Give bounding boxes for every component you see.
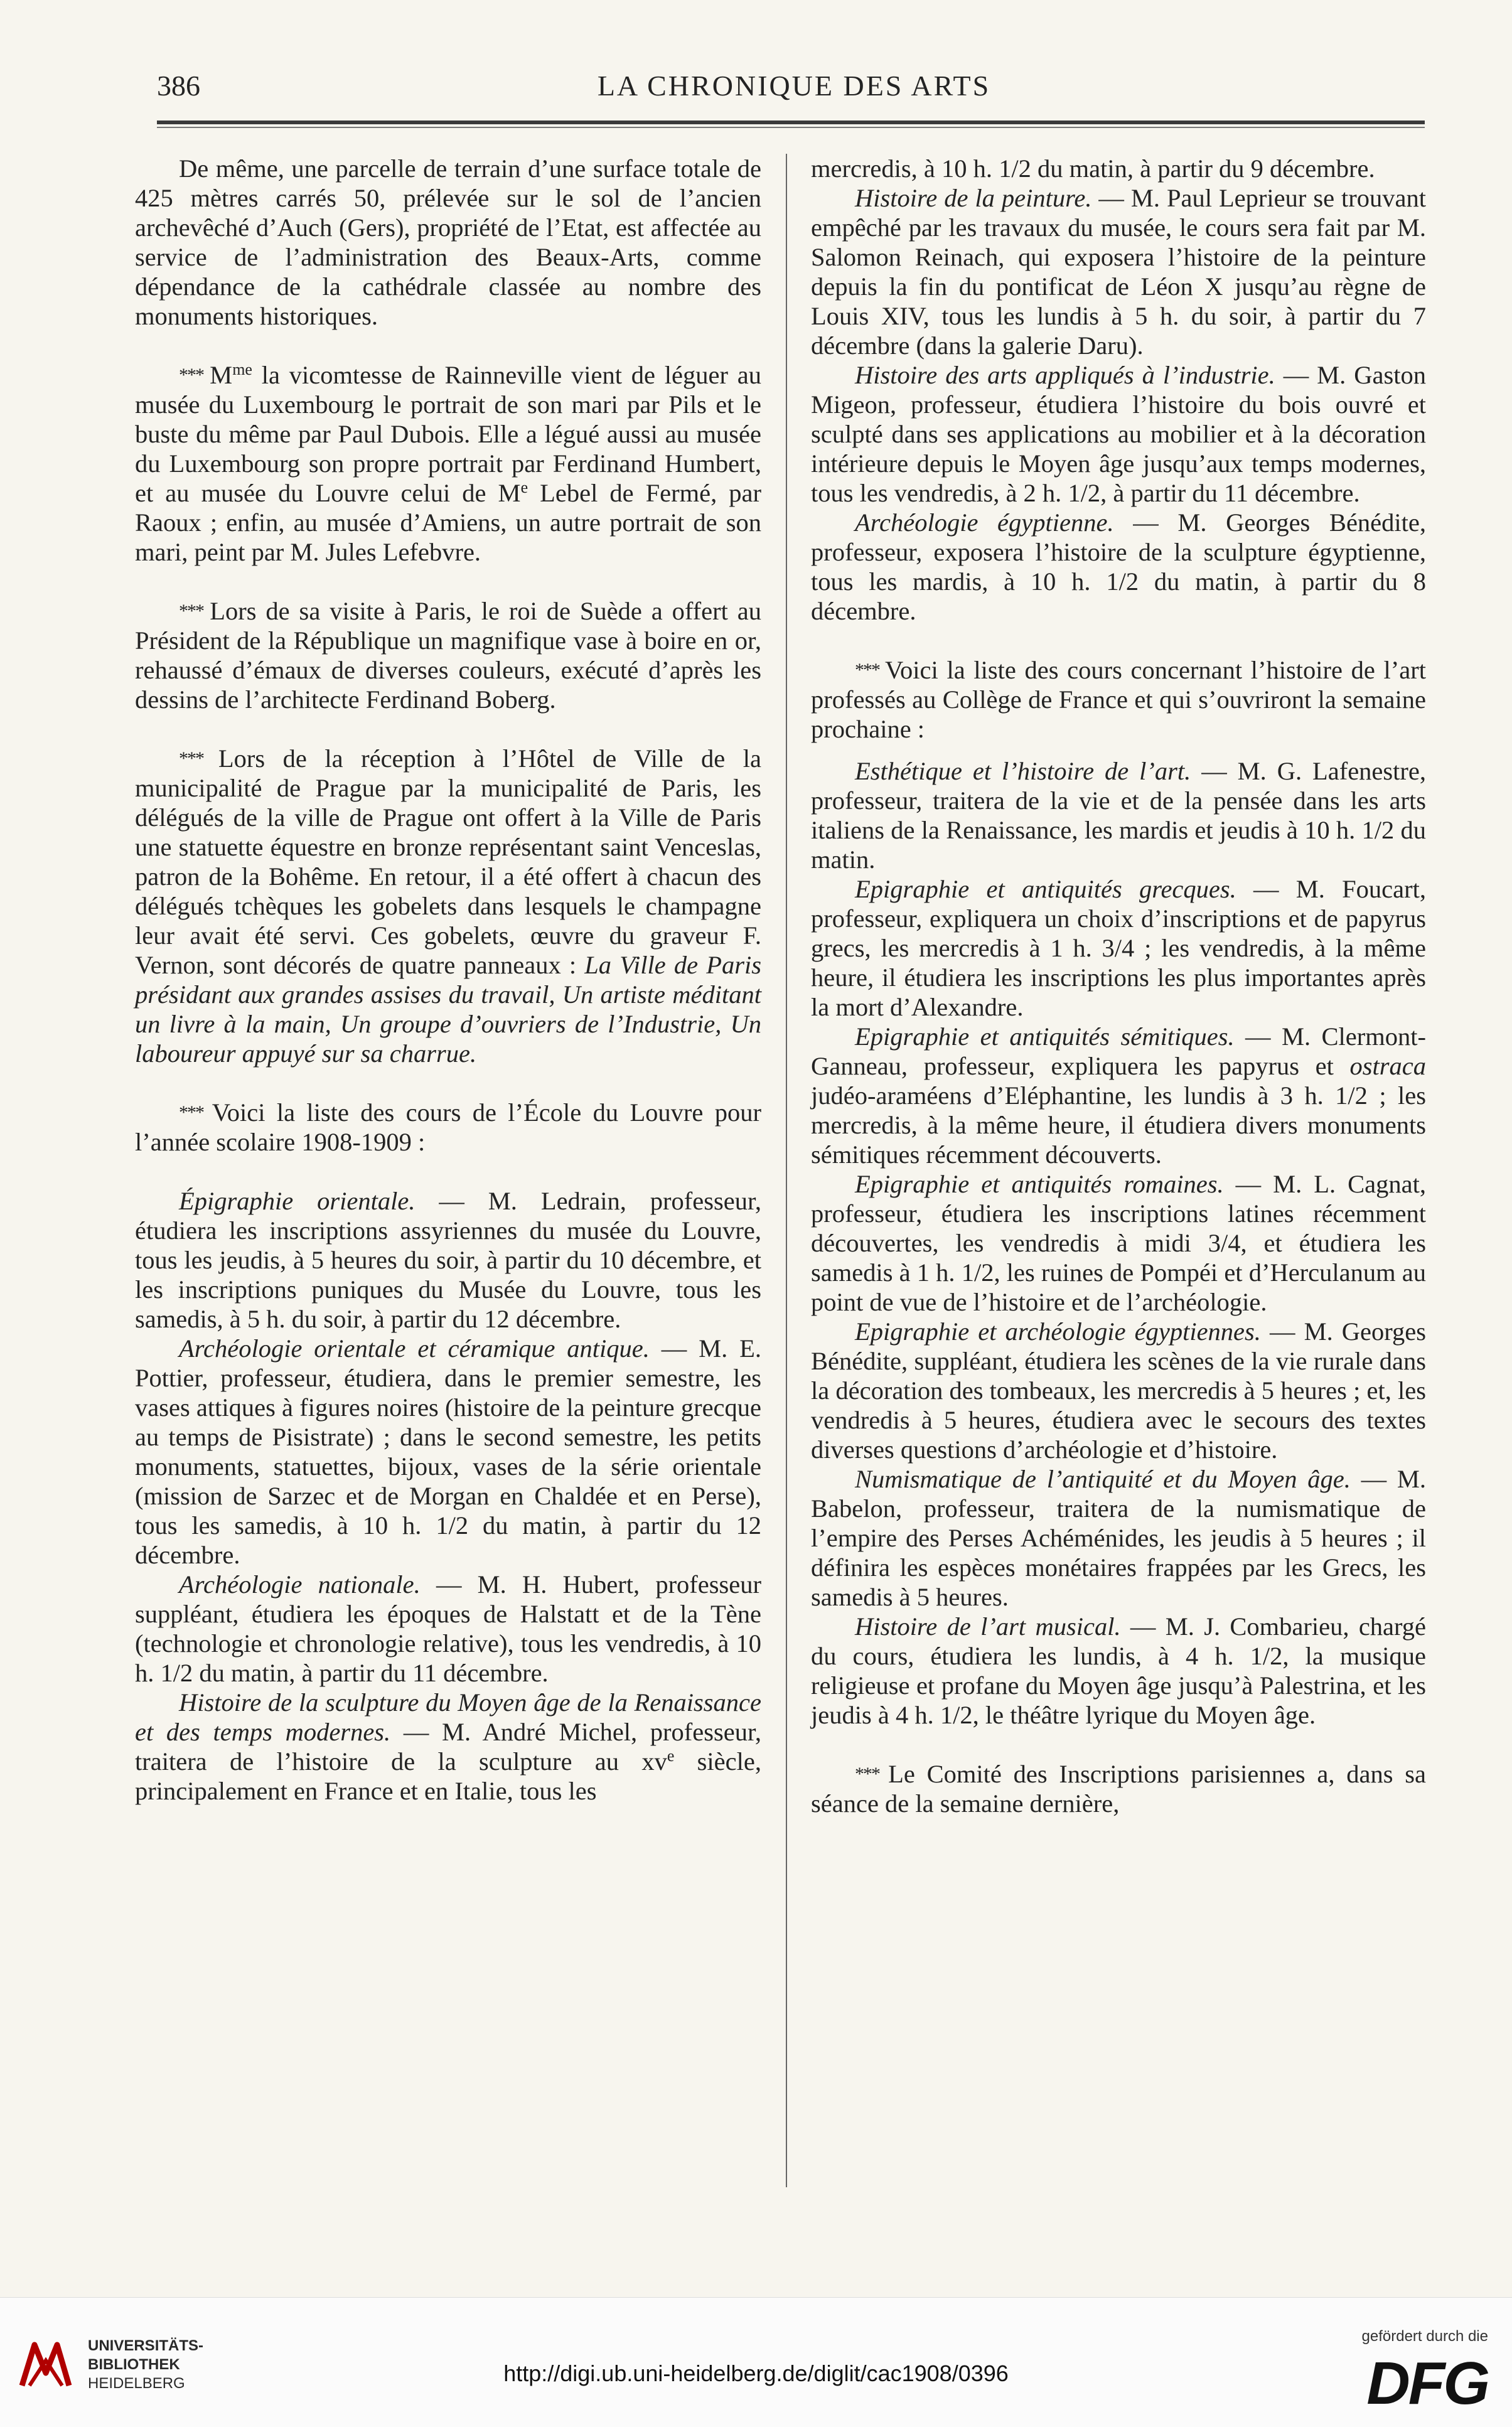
course-esthetique: Esthétique et l’histoire de l’art. — M. G. Lafenestre, professeur, traitera de la vie et de la pensée dans les arts italiens de la Renaissance, les mardis et jeudis à 10 h. 1/2 du matin. (811, 757, 1427, 874)
course-archeologie-nationale: Archéologie nationale. — M. H. Hubert, professeur suppléant, étudiera les époques de Halstatt et de la Tène (technologie et chronologie relative), tous les vendredis, à 10 h. 1/2 du matin, à partir du 11 décembre. (135, 1570, 761, 1687)
course-epigraphie-orientale: Épigraphie orientale. — M. Ledrain, professeur, étudiera les inscriptions assyriennes du musée du Louvre, tous les jeudis, à 5 heures du soir, à partir du 10 décembre, et les inscriptions puniques du Musée du Louvre, tous les samedis, à 5 h. du soir, à partir du 12 décembre. (135, 1187, 761, 1333)
asterism-icon: *** (179, 601, 210, 621)
funding-note: gefördert durch die (1361, 2328, 1488, 2345)
left-column (135, 154, 761, 1806)
course-histoire-sculpture: Histoire de la sculpture du Moyen âge de la Renaissance et des temps modernes. — M. André Michel, professeur, traitera de l’histoire de la sculpture au $xv^e$ siècle, principalement en France et en Italie, tous les (135, 1688, 761, 1805)
course-epigraphie-grecque: Epigraphie et antiquités grecques. — M. Foucart, professeur, expliquera un choix d’inscriptions et de papyrus grecs, les mercredis à 1 h. 3/4 ; les vendredis, à la même heure, il étudiera les inscriptions les plus importantes après la mort d’Alexandre. (811, 875, 1427, 1021)
page-header (157, 69, 1431, 107)
header-rule-thin (157, 127, 1425, 128)
page-number: 386 (157, 70, 200, 102)
paragraph-comite-inscriptions: *** Le Comité des Inscriptions parisiennes a, dans sa séance de la semaine dernière, (811, 1760, 1426, 1818)
course-numismatique: Numismatique de l’antiquité et du Moyen âge. — M. Babelon, professeur, traitera de la numismatique de l’empire des Perses Achéménides, les jeudis à 5 heures ; il définira les espèces monétaires frappées par les Grecs, les samedis à 5 heures. (811, 1465, 1426, 1611)
course-archeologie-orientale: Archéologie orientale et céramique antique. — M. E. Pottier, professeur, étudiera, dans le premier semestre, les vases attiques à figures noires (histoire de la peinture grecque au temps de Pisistrate) ; dans le second semestre, les petits monuments, statuettes, bijoux, vases de la série orientale (mission de Sarzec et de Morgan en Chaldée et en Perse), tous les samedis, à 10 h. 1/2 du matin, à partir du 12 décembre. (135, 1334, 762, 1569)
course-epigraphie-semitique: Epigraphie et antiquités sémitiques. — M. Clermont-Ganneau, professeur, expliquera les papyrus et ostraca judéo-araméens d’Eléphantine, les lundis à 3 h. 1/2 ; les mercredis, à la même heure, il étudiera divers monuments sémitiques récemment découverts. (811, 1022, 1427, 1169)
permalink-url[interactable]: http://digi.ub.uni-heidelberg.de/diglit/cac1908/0396 (503, 2360, 1009, 2386)
paragraph-prague: *** Lors de la réception à l’Hôtel de Ville de la municipalité de Prague par la municipalité de Paris, les délégués de la ville de Prague ont offert à la Ville de Paris une statuette équestre en bronze représentant saint Venceslas, patron de la Bohême. En retour, il a été offert à chacun des délégués tchèques les gobelets dans lesquels le champagne leur avait été servi. Ces gobelets, œuvre du graveur F. Vernon, sont décorés de quatre panneaux : La Ville de Paris présidant aux grandes assises du travail, Un artiste méditant un livre à la main, Un groupe d’ouvriers de l’Industrie, Un laboureur appuyé sur sa charrue. (135, 744, 761, 1068)
running-title: LA CHRONIQUE DES ARTS (597, 70, 991, 102)
asterism-icon: *** (179, 1102, 212, 1123)
paragraph-rainneville: *** $M^{me}$ la vicomtesse de Rainneville vient de léguer au musée du Luxembourg le portrait de son mari par Pils et le buste du même par Paul Dubois. Elle a légué aussi au musée du Luxembourg son propre portrait par Ferdinand Humbert, et au musée du Louvre celui de Me Lebel de Fermé, par Raoux ; enfin, au musée d’Amiens, un autre portrait de son mari, peint par M. Jules Lefebvre. (135, 360, 762, 566)
paragraph-continuation: mercredis, à 10 h. 1/2 du matin, à partir du 9 décembre. (811, 154, 1375, 183)
right-column (811, 154, 1426, 1818)
asterism-icon: *** (855, 1764, 889, 1784)
course-arts-appliques: Histoire des arts appliqués à l’industrie. — M. Gaston Migeon, professeur, étudiera l’histoire du bois ouvré et sculpté dans ses applications au mobilier et à la décoration intérieure depuis le Moyen âge jusqu’aux temps modernes, tous les vendredis, à 2 h. 1/2, à partir du 11 décembre. (811, 361, 1426, 507)
course-histoire-peinture: Histoire de la peinture. — M. Paul Leprieur se trouvant empêché par les travaux du musée, le cours sera fait par M. Salomon Reinach, qui exposera l’histoire de la peinture depuis la fin du pontificat de Léon X jusqu’au règne de Louis XIV, tous les lundis à 5 h. du soir, à partir du 7 décembre (dans la galerie Daru). (811, 184, 1426, 360)
asterism-icon: *** (179, 365, 210, 385)
asterism-icon: *** (855, 660, 886, 680)
paragraph-college-de-france: *** Voici la liste des cours concernant l’histoire de l’art professés au Collège de France et qui s’ouvriront la semaine prochaine : (811, 656, 1426, 743)
header-rule (157, 121, 1425, 124)
column-divider (786, 154, 787, 2187)
course-antiquites-romaines: Epigraphie et antiquités romaines. — M. L. Cagnat, professeur, étudiera les inscriptions latines récemment découvertes, les vendredis à midi 3/4, et étudiera les samedis à 1 h. 1/2, les ruines de Pompéi et d’Herculanum au point de vue de l’histoire et de l’archéologie. (811, 1170, 1427, 1316)
asterism-icon: *** (179, 748, 218, 769)
course-archeologie-egyptiennes: Epigraphie et archéologie égyptiennes. — M. Georges Bénédite, suppléant, étudiera les scènes de la vie rurale dans la décoration des tombeaux, les mercredis à 5 heures ; et, les vendredis à 5 heures, étudiera avec le secours des textes diverses questions d’archéologie et d’histoire. (811, 1317, 1426, 1464)
course-art-musical: Histoire de l’art musical. — M. J. Combarieu, chargé du cours, étudiera les lundis, à 4 h. 1/2, la musique religieuse et profane du Moyen âge jusqu’à Palestrina, et les jeudis à 4 h. 1/2, le théâtre lyrique du Moyen âge. (811, 1612, 1426, 1729)
paragraph-suede: *** Lors de sa visite à Paris, le roi de Suède a offert au Président de la République un magnifique vase à boire en or, rehaussé d’émaux de diverses couleurs, exécuté d’après les dessins de l’architecte Ferdinand Boberg. (135, 597, 761, 714)
paragraph-auch: De même, une parcelle de terrain d’une surface totale de 425 mètres carrés 50, prélevée sur le sol de l’ancien archevêché d’Auch (Gers), propriété de l’Etat, est affectée au service de l’administration des Beaux-Arts, comme dépendance de la cathédrale classée au nombre des monuments historiques. (135, 154, 761, 330)
university-library-name: UNIVERSITÄTS- BIBLIOTHEK HEIDELBERG (88, 2337, 204, 2392)
paragraph-ecole-louvre: *** Voici la liste des cours de l’École du Louvre pour l’année scolaire 1908-1909 : (135, 1098, 761, 1156)
course-archeologie-egyptienne: Archéologie égyptienne. — M. Georges Bénédite, professeur, exposera l’histoire de la sculpture égyptienne, tous les mardis, à 10 h. 1/2 du matin, à partir du 8 décembre. (811, 508, 1427, 625)
dfg-logo: DFG (1366, 2350, 1488, 2417)
footer-bar (0, 2297, 1512, 2427)
